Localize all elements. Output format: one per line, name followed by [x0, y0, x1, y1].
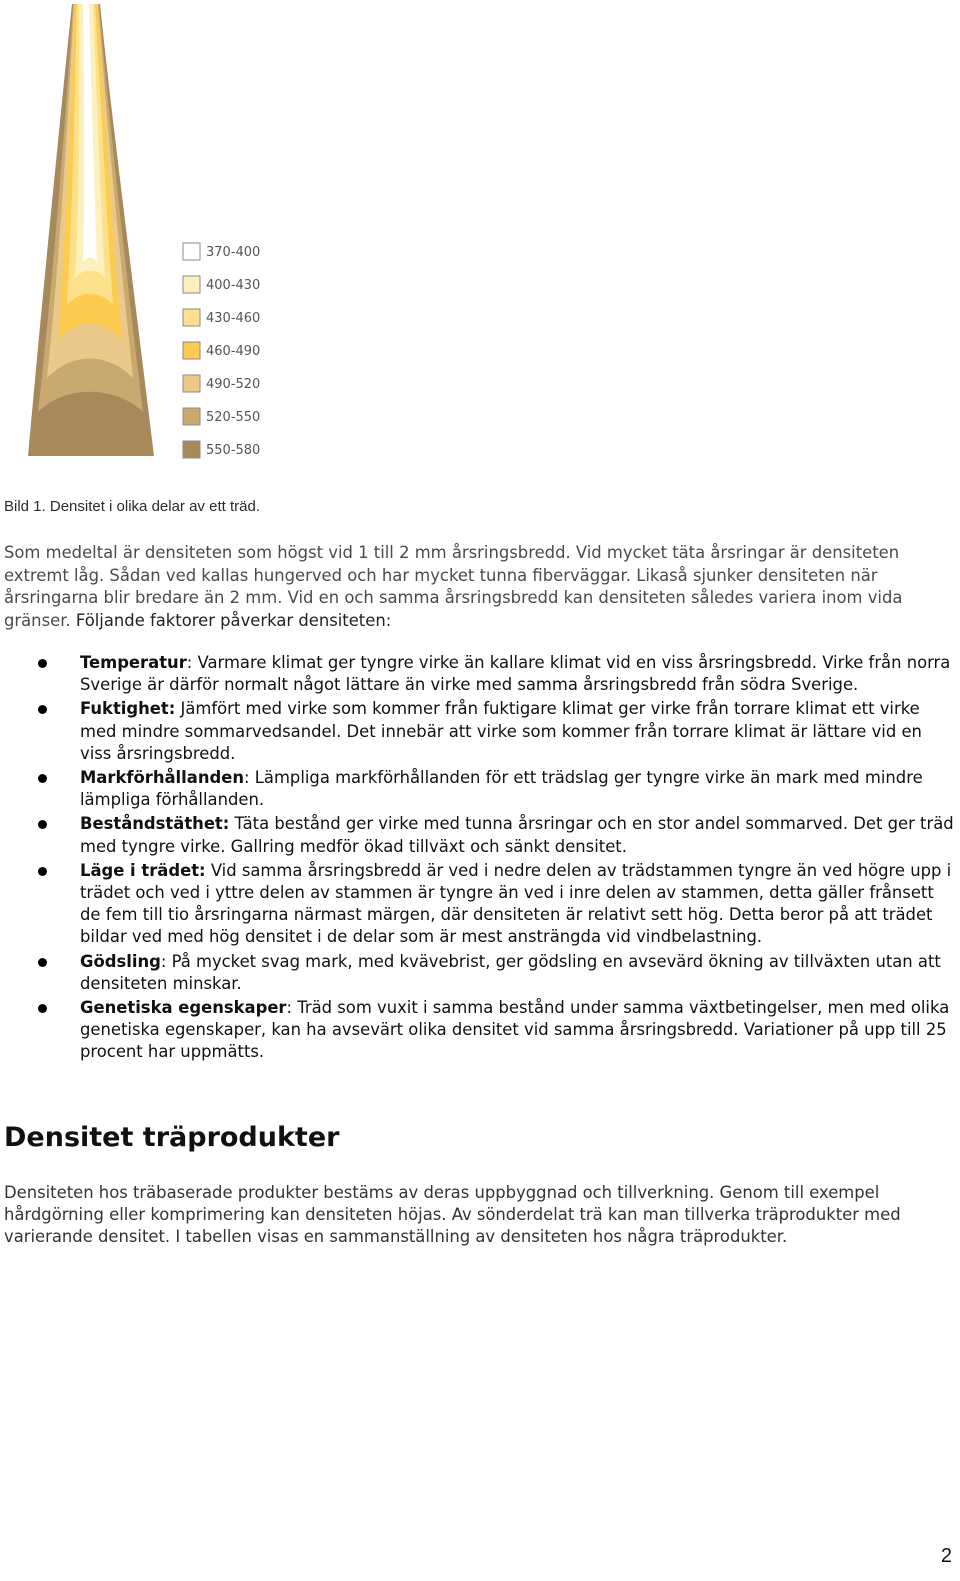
legend-swatch: [183, 309, 200, 326]
legend-swatch: [183, 342, 200, 359]
legend-label: 520-550: [206, 410, 261, 425]
factor-term: Beståndstäthet:: [80, 814, 230, 834]
factor-description: : Varmare klimat ger tyngre virke än kallare klimat vid en viss årsringsbredd. Virke från norra Sverige är därför normalt något lättare än virke med samma årsringsbredd från södra Sverige.: [80, 653, 951, 695]
factor-description: Jämfört med virke som kommer från fuktigare klimat ger virke från torrare klimat ett virke med mindre sommarvedsandel. Det innebär att virke som kommer från torrare klimat är lättare vid en viss årsringsbredd.: [80, 699, 922, 763]
bullet-icon: [38, 659, 47, 668]
factor-term: Markförhållanden: [80, 768, 245, 788]
legend-label: 370-400: [206, 245, 261, 260]
legend-swatch: [183, 408, 200, 425]
legend-swatch: [183, 375, 200, 392]
factor-description: : Lämpliga markförhållanden för ett trädslag ger tyngre virke än mark med mindre lämpliga förhållanden.: [80, 768, 923, 810]
legend-label: 490-520: [206, 377, 261, 392]
legend-label: 460-490: [206, 344, 261, 359]
factor-item: [0, 767, 960, 811]
density-legend: [183, 243, 260, 458]
outro-paragraph: Densiteten hos träbaserade produkter bestäms av deras uppbyggnad och tillverkning. Genom till exempel hårdgörning eller komprimering kan densiteten höjas. Av sönderdelat trä kan man tillverka träprodukter med varierande densitet. I tabellen visas en sammanställning av densiteten hos några träprodukter.: [4, 1183, 901, 1246]
intro-text: Som medeltal är densiteten som högst vid 1 till 2 mm årsringsbredd. Vid mycket täta årsringar är densiteten extremt låg. Sådan ved kallas hungerved och har mycket tunna fiberväggar. Likaså sjunker densiteten när årsringarna blir bredare än 2 mm. Vid en och samma årsringsbredd kan densiteten således variera inom vida gränser.: [4, 543, 903, 630]
bullet-icon: [38, 774, 47, 783]
bullet-icon: [38, 1004, 47, 1013]
factor-item: [0, 698, 960, 765]
factor-item: [0, 813, 960, 857]
legend-label: 400-430: [206, 278, 261, 293]
tree-stem-illustration: [28, 4, 154, 456]
legend-label: 430-460: [206, 311, 261, 326]
legend-label: 550-580: [206, 443, 261, 458]
figure-caption: Bild 1. Densitet i olika delar av ett träd.: [4, 498, 260, 515]
factor-term: Läge i trädet:: [80, 860, 206, 880]
intro-lead-in: Följande faktorer påverkar densiteten:: [75, 610, 392, 630]
factor-description: : På mycket svag mark, med kvävebrist, ger gödsling en avsevärd ökning av tillväxten utan att densiteten minskar.: [80, 951, 941, 993]
factor-description: Vid samma årsringsbredd är ved i nedre delen av trädstammen tyngre än ved högre upp i trädet och ved i yttre delen av stammen är tyngre än ved i inre delen av stammen, detta gäller frånsett de fem till tio årsringarna närmast märgen, där densiteten är relativt sett hög. Detta beror på att trädet bildar ved med hög densitet i de delar som är mest ansträngda vid vindbelastning.: [80, 860, 952, 947]
page-number: 2: [940, 1545, 952, 1567]
factor-item: [0, 997, 960, 1064]
bullet-icon: [38, 867, 47, 876]
factor-item: [0, 652, 960, 696]
factor-term: Fuktighet:: [80, 699, 176, 719]
factor-description: Täta bestånd ger virke med tunna årsringar och en stor andel sommarved. Det ger träd med tyngre virke. Gallring medför ökad tillväxt och sänkt densitet.: [80, 814, 954, 856]
factor-description: : Träd som vuxit i samma bestånd under samma växtbetingelser, men med olika genetiska egenskaper, kan ha avsevärt olika densitet vid samma årsringsbredd. Variationer på upp till 25 procent har uppmätts.: [80, 998, 950, 1062]
factor-item: [0, 860, 960, 949]
tree-density-figure: [0, 0, 300, 466]
factor-item: [0, 951, 960, 995]
bullet-icon: [38, 820, 47, 829]
bullet-icon: [38, 705, 47, 714]
bullet-icon: [38, 958, 47, 967]
factor-term: Gödsling: [80, 951, 161, 971]
factor-list: [0, 652, 960, 1066]
intro-paragraph: [4, 542, 954, 632]
factor-term: Genetiska egenskaper: [80, 998, 287, 1018]
legend-swatch: [183, 276, 200, 293]
section-heading: Densitet träprodukter: [4, 1122, 340, 1153]
factor-term: Temperatur: [80, 653, 187, 672]
legend-swatch: [183, 441, 200, 458]
legend-swatch: [183, 243, 200, 260]
